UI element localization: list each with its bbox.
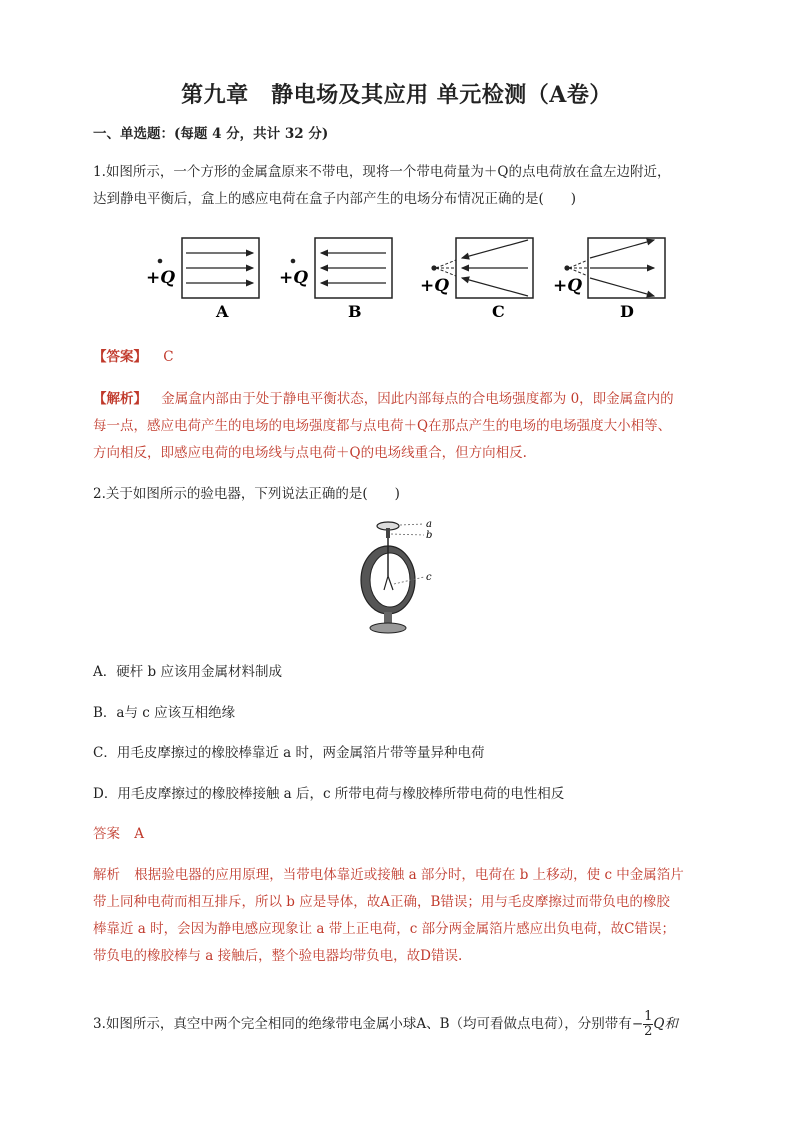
q1-stem-line2: 达到静电平衡后，盒上的感应电荷在盒子内部产生的电场分布情况正确的是( ) bbox=[93, 191, 577, 207]
q2-option-d: D．用毛皮摩擦过的橡胶棒接触 a 后，c 所带电荷与橡胶棒所带电荷的电性相反 bbox=[93, 786, 565, 802]
q2-answer-label: 答案 bbox=[93, 826, 120, 842]
q2-stem: 2.关于如图所示的验电器，下列说法正确的是( ) bbox=[93, 486, 400, 502]
fig-label-a: a bbox=[426, 519, 432, 530]
q2-option-a: A．硬杆 b 应该用金属材料制成 bbox=[93, 664, 282, 680]
fig-label-b: b bbox=[426, 530, 433, 541]
q3-stem bbox=[93, 1010, 678, 1039]
q1-option-b-figure bbox=[279, 238, 392, 321]
q1-analysis-line2: 每一点，感应电荷产生的电场的电场强度都与点电荷＋Q在那点产生的电场的电场强度大小相等、 bbox=[93, 418, 672, 434]
q1-charge-label: +Q bbox=[279, 268, 309, 288]
q2-analysis-line2: 带上同种电荷而相互排斥，所以 b 应是导体，故A正确，B错误；用与毛皮摩擦过而带负电的橡胶 bbox=[93, 894, 670, 910]
q1-label-b: B bbox=[348, 302, 362, 321]
q1-option-a-figure bbox=[146, 238, 259, 321]
q3-sign: − bbox=[631, 1016, 644, 1032]
q1-answer-value: C bbox=[163, 349, 174, 365]
q2-answer-value: A bbox=[134, 826, 145, 842]
q2-answer bbox=[93, 822, 144, 842]
q1-option-d-figure bbox=[553, 238, 665, 321]
q1-analysis-line3: 方向相反，即感应电荷的电场线与点电荷＋Q的电场线重合，但方向相反. bbox=[93, 445, 527, 461]
q3-frac-den: 2 bbox=[644, 1024, 653, 1039]
q3-fraction bbox=[643, 1010, 653, 1039]
q1-figure bbox=[140, 228, 680, 323]
q1-answer-label: 【答案】 bbox=[93, 349, 147, 365]
q2-analysis-line3: 棒靠近 a 时，会因为静电感应现象让 a 带上正电荷，c 部分两金属箔片感应出负电荷，故C错误； bbox=[93, 921, 675, 937]
q1-charge-label: +Q bbox=[553, 276, 583, 296]
q1-option-c-figure bbox=[420, 238, 533, 321]
q3-stem-before: 3.如图所示，真空中两个完全相同的绝缘带电金属小球A、B（均可看做点电荷），分别带有 bbox=[93, 1016, 632, 1032]
q1-answer bbox=[93, 345, 174, 365]
q2-analysis-text1: 根据验电器的应用原理，当带电体靠近或接触 a 部分时，电荷在 b 上移动，使 c 中金属箔片 bbox=[134, 867, 684, 883]
q2-analysis-line4: 带负电的橡胶棒与 a 接触后，整个验电器均带负电，故D错误. bbox=[93, 948, 463, 964]
q1-label-a: A bbox=[216, 302, 229, 321]
q2-option-c: C．用毛皮摩擦过的橡胶棒靠近 a 时，两金属箔片带等量异种电荷 bbox=[93, 745, 485, 761]
q1-analysis-line1 bbox=[93, 387, 674, 407]
electroscope-figure bbox=[350, 518, 440, 640]
q2-option-b: B．a与 c 应该互相绝缘 bbox=[93, 705, 236, 721]
page-title: 第九章 静电场及其应用 单元检测（A卷） bbox=[181, 82, 612, 108]
q3-frac-num: 1 bbox=[644, 1009, 653, 1024]
q1-stem-line1: 1.如图所示，一个方形的金属盒原来不带电，现将一个带电荷量为＋Q的点电荷放在盒左边附近， bbox=[93, 164, 671, 180]
q1-label-c: C bbox=[492, 302, 505, 321]
section-heading: 一、单选题：(每题 4 分，共计 32 分) bbox=[93, 126, 329, 142]
q3-stem-after: Q和 bbox=[653, 1016, 678, 1032]
q2-analysis-line1 bbox=[93, 863, 684, 883]
q1-label-d: D bbox=[620, 302, 634, 321]
fig-label-c: c bbox=[426, 572, 432, 583]
q1-analysis-text1: 金属盒内部由于处于静电平衡状态，因此内部每点的合电场强度都为 0，即金属盒内的 bbox=[161, 391, 674, 407]
q1-charge-label: +Q bbox=[420, 276, 450, 296]
q2-analysis-label: 解析 bbox=[93, 867, 120, 883]
q1-charge-label: +Q bbox=[146, 268, 176, 288]
q1-analysis-label: 【解析】 bbox=[93, 391, 147, 407]
